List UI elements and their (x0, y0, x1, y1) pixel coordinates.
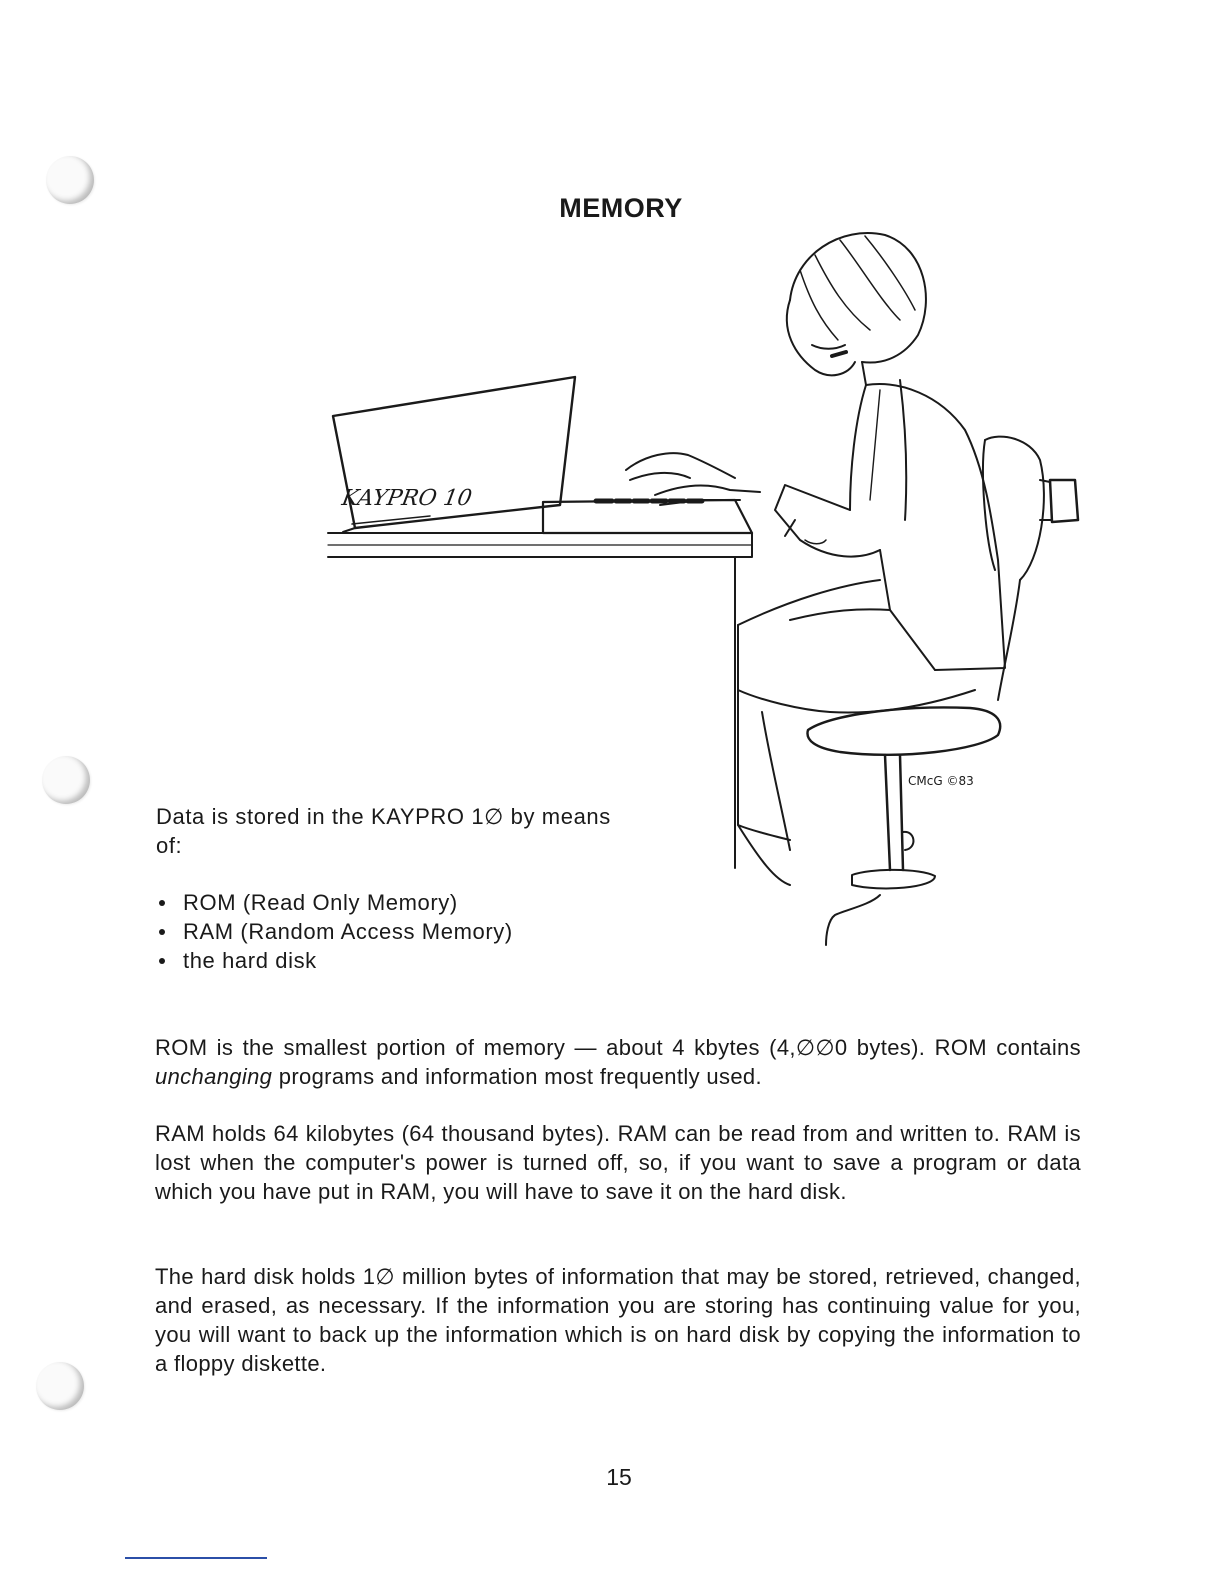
chair-drawing (807, 437, 1078, 945)
list-item (156, 888, 513, 917)
memory-types-list (156, 888, 513, 975)
binder-hole-bottom (36, 1362, 84, 1410)
rom-paragraph (155, 1033, 1081, 1091)
woman-body-drawing (738, 380, 1005, 885)
list-item-text: RAM (Random Access Memory) (183, 919, 513, 944)
rom-text-start: ROM is the smallest portion of memory — about 4 kbytes (4,∅∅0 bytes). ROM contains (155, 1035, 1081, 1060)
list-item (156, 946, 513, 975)
rom-text-end: programs and information most frequently used. (272, 1064, 762, 1089)
page-number: 15 (606, 1464, 632, 1490)
artist-signature: CMcG ©83 (908, 774, 974, 788)
hard-disk-paragraph: The hard disk holds 1∅ million bytes of information that may be stored, retrieved, changed, and erased, as necessary. If the information you are storing has continuing value for you, you will want to back up the information which is on hard disk by copying the information to a floppy diskette. (155, 1264, 1081, 1376)
list-item (156, 917, 513, 946)
rom-emphasis: unchanging (155, 1064, 273, 1089)
keyboard-drawing (543, 500, 752, 533)
monitor-logo: KAYPRO 10 (339, 485, 474, 511)
intro-text: Data is stored in the KAYPRO 1∅ by means of: (156, 804, 611, 858)
binder-hole-middle (42, 756, 90, 804)
monitor-drawing (333, 377, 575, 532)
bullet-icon (159, 929, 165, 935)
woman-head-drawing (787, 233, 926, 385)
list-item-text: ROM (Read Only Memory) (183, 890, 458, 915)
bullet-icon (159, 958, 165, 964)
bottom-rule (125, 1557, 267, 1559)
page-title: MEMORY (559, 193, 683, 223)
list-item-text: the hard disk (183, 948, 317, 973)
bullet-icon (159, 900, 165, 906)
ram-paragraph: RAM holds 64 kilobytes (64 thousand bytes). RAM can be read from and written to. RAM is lost when the computer's power is turned off, so, if you want to save a program or data which you have put in RAM, you will have to save it on the hard disk. (155, 1121, 1081, 1204)
hands-drawing (626, 453, 760, 505)
